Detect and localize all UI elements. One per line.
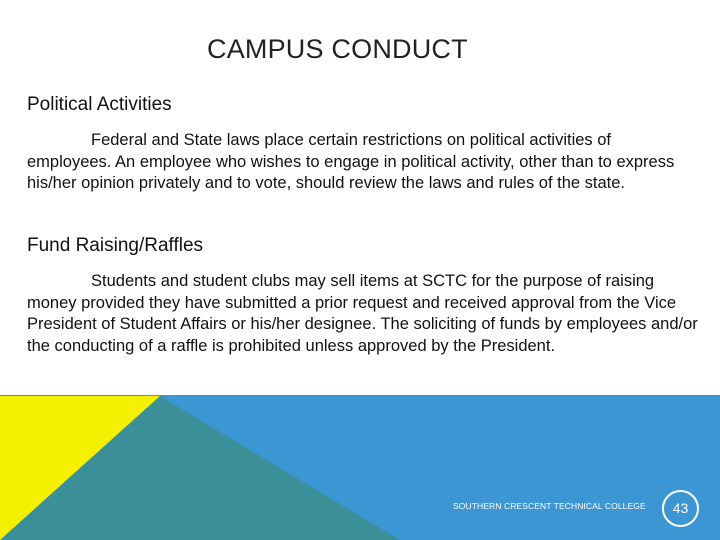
section-body-fund-raising — [27, 271, 699, 357]
section-body-political-activities — [27, 130, 699, 195]
page-number: 43 — [672, 500, 689, 516]
footer-college-name: SOUTHERN CRESCENT TECHNICAL COLLEGE — [453, 501, 646, 511]
section-body-text: Students and student clubs may sell items at SCTC for the purpose of raising money provided they have submitted a prior request and received approval from the Vice President of Student Affairs or his/her designee. The soliciting of funds by employees and/or the conducting of a raffle is prohibited unless approved by the President. — [27, 272, 698, 355]
section-heading-political-activities: Political Activities — [27, 94, 172, 115]
section-heading-fund-raising: Fund Raising/Raffles — [27, 235, 204, 256]
section-body-text: Federal and State laws place certain restrictions on political activities of employees. An employee who wishes to engage in political activity, other than to express his/her opinion privately and to vote, should review the laws and rules of the state. — [27, 131, 675, 192]
slide-title: CAMPUS CONDUCT — [207, 34, 468, 64]
page-number-badge — [662, 490, 699, 527]
